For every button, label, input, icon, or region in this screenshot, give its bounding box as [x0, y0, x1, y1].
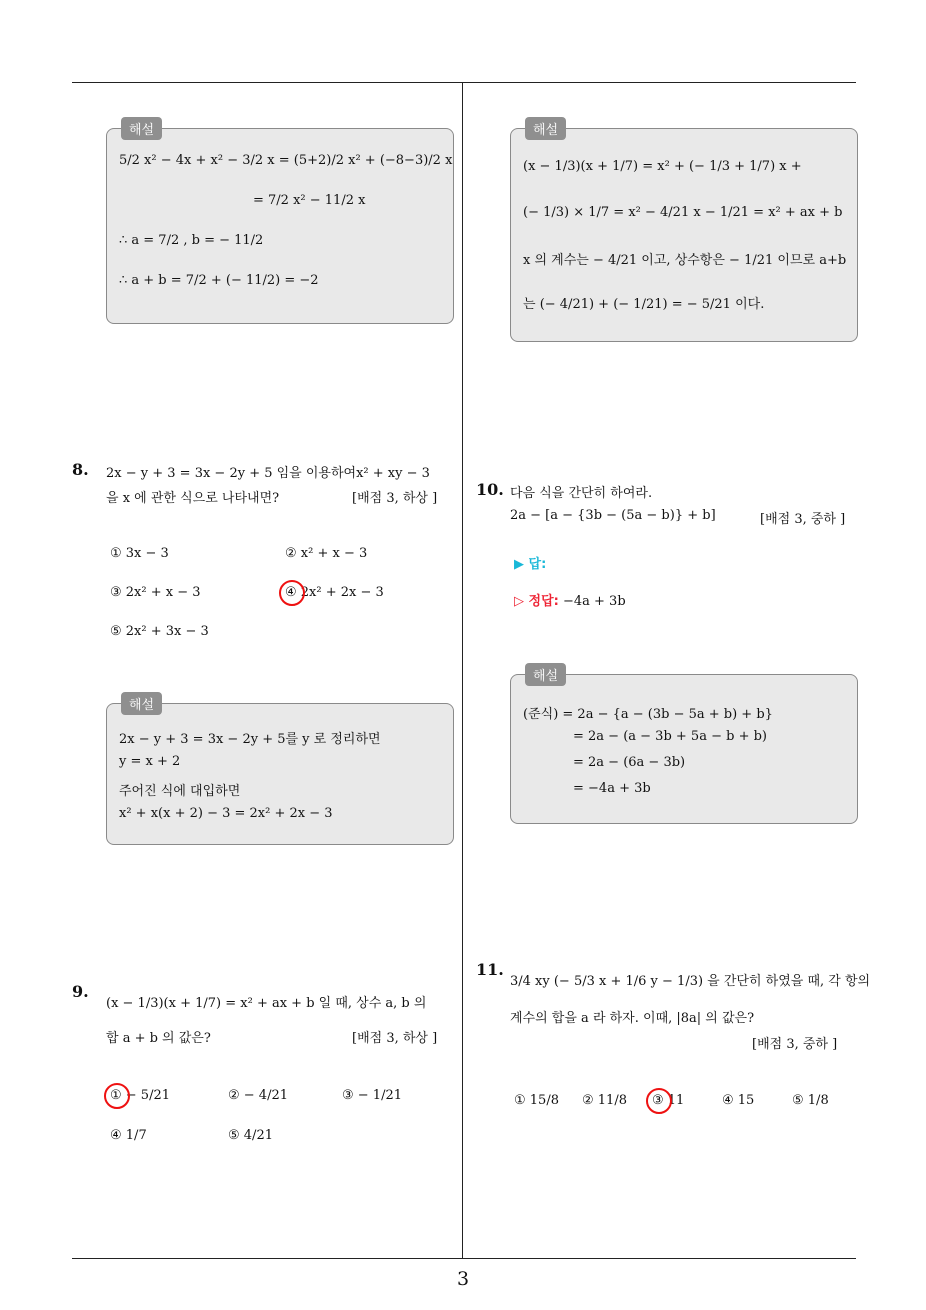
option-2[interactable]: ② 11/8 — [582, 1093, 627, 1108]
option-3[interactable]: ③ 11 — [652, 1093, 685, 1108]
option-5[interactable]: ⑤ 2x² + 3x − 3 — [110, 624, 209, 639]
question-number-10: 10. — [476, 480, 504, 499]
correct-value: −4a + 3b — [562, 594, 626, 609]
column-divider — [462, 83, 463, 1258]
option-1[interactable]: ① 3x − 3 — [110, 546, 169, 561]
solution-line: y = x + 2 — [119, 754, 181, 769]
score-label: [배점 3, 중하 ] — [752, 1037, 838, 1052]
option-5[interactable]: ⑤ 4/21 — [228, 1128, 273, 1143]
solution-box-8 — [106, 698, 454, 845]
solution-line: (x − 1/3)(x + 1/7) = x² + (− 1/3 + 1/7) x + — [523, 159, 802, 174]
score-label: [배점 3, 하상 ] — [352, 491, 438, 506]
question-number-9: 9. — [72, 982, 89, 1001]
option-4[interactable]: ④ 1/7 — [110, 1128, 147, 1143]
score-label: [배점 3, 하상 ] — [352, 1031, 438, 1046]
question-text: 합 a + b 의 값은? — [106, 1031, 211, 1046]
solution-line: x² + x(x + 2) − 3 = 2x² + 2x − 3 — [119, 806, 333, 821]
solution-line: = 2a − (6a − 3b) — [573, 755, 686, 770]
question-text: 3/4 xy (− 5/3 x + 1/6 y − 1/3) 을 간단히 하였을 때, 각 항의 — [510, 974, 871, 989]
solution-line: = −4a + 3b — [573, 781, 651, 796]
solution-tag: 해설 — [121, 117, 162, 140]
answer-mark-circle — [646, 1088, 672, 1114]
question-expression: 2a − [a − {3b − (5a − b)} + b] — [510, 508, 716, 523]
option-3[interactable]: ③ 2x² + x − 3 — [110, 585, 201, 600]
solution-box-10 — [510, 669, 858, 824]
option-2[interactable]: ② x² + x − 3 — [285, 546, 368, 561]
question-number-11: 11. — [476, 960, 504, 979]
solution-line: ∴ a = 7/2 , b = − 11/2 — [119, 233, 264, 248]
page-number: 3 — [456, 1268, 470, 1290]
question-text: 계수의 합을 a 라 하자. 이때, |8a| 의 값은? — [510, 1011, 755, 1026]
solution-box-a — [106, 123, 454, 324]
score-label: [배점 3, 중하 ] — [760, 512, 846, 527]
solution-line: = 7/2 x² − 11/2 x — [253, 193, 366, 208]
question-text: (x − 1/3)(x + 1/7) = x² + ax + b 일 때, 상수 a, b 의 — [106, 996, 427, 1011]
question-text: 다음 식을 간단히 하여라. — [510, 486, 653, 501]
solution-line: (준식) = 2a − {a − (3b − 5a + b) + b} — [523, 707, 773, 722]
option-2[interactable]: ② − 4/21 — [228, 1088, 289, 1103]
correct-answer-row — [514, 590, 626, 609]
option-4[interactable]: ④ 15 — [722, 1093, 755, 1108]
option-5[interactable]: ⑤ 1/8 — [792, 1093, 829, 1108]
option-1[interactable]: ① − 5/21 — [110, 1088, 171, 1103]
solution-line: 는 (− 4/21) + (− 1/21) = − 5/21 이다. — [523, 297, 765, 312]
bottom-rule — [72, 1258, 856, 1259]
option-4[interactable]: ④ 2x² + 2x − 3 — [285, 585, 384, 600]
correct-label: ▷ 정답: — [514, 594, 559, 609]
answer-label: ▶ 답: — [514, 557, 547, 572]
answer-mark-circle — [104, 1083, 130, 1109]
solution-box-b — [510, 123, 858, 342]
solution-line: 주어진 식에 대입하면 — [119, 784, 241, 799]
solution-line: 5/2 x² − 4x + x² − 3/2 x = (5+2)/2 x² + (−8−3)/2 x — [119, 153, 453, 168]
solution-line: 2x − y + 3 = 3x − 2y + 5를 y 로 정리하면 — [119, 732, 381, 747]
option-3[interactable]: ③ − 1/21 — [342, 1088, 403, 1103]
question-number-8: 8. — [72, 460, 89, 479]
solution-tag: 해설 — [525, 663, 566, 686]
solution-tag: 해설 — [121, 692, 162, 715]
option-1[interactable]: ① 15/8 — [514, 1093, 559, 1108]
question-text: 2x − y + 3 = 3x − 2y + 5 임을 이용하여x² + xy − 3 — [106, 466, 430, 481]
question-text: 을 x 에 관한 식으로 나타내면? — [106, 491, 280, 506]
solution-line: x 의 계수는 − 4/21 이고, 상수항은 − 1/21 이므로 a+b — [523, 253, 847, 268]
solution-line: = 2a − (a − 3b + 5a − b + b) — [573, 729, 767, 744]
top-rule — [72, 82, 856, 83]
solution-line: (− 1/3) × 1/7 = x² − 4/21 x − 1/21 = x² + ax + b — [523, 205, 843, 220]
solution-line: ∴ a + b = 7/2 + (− 11/2) = −2 — [119, 273, 319, 288]
solution-tag: 해설 — [525, 117, 566, 140]
answer-mark-circle — [279, 580, 305, 606]
